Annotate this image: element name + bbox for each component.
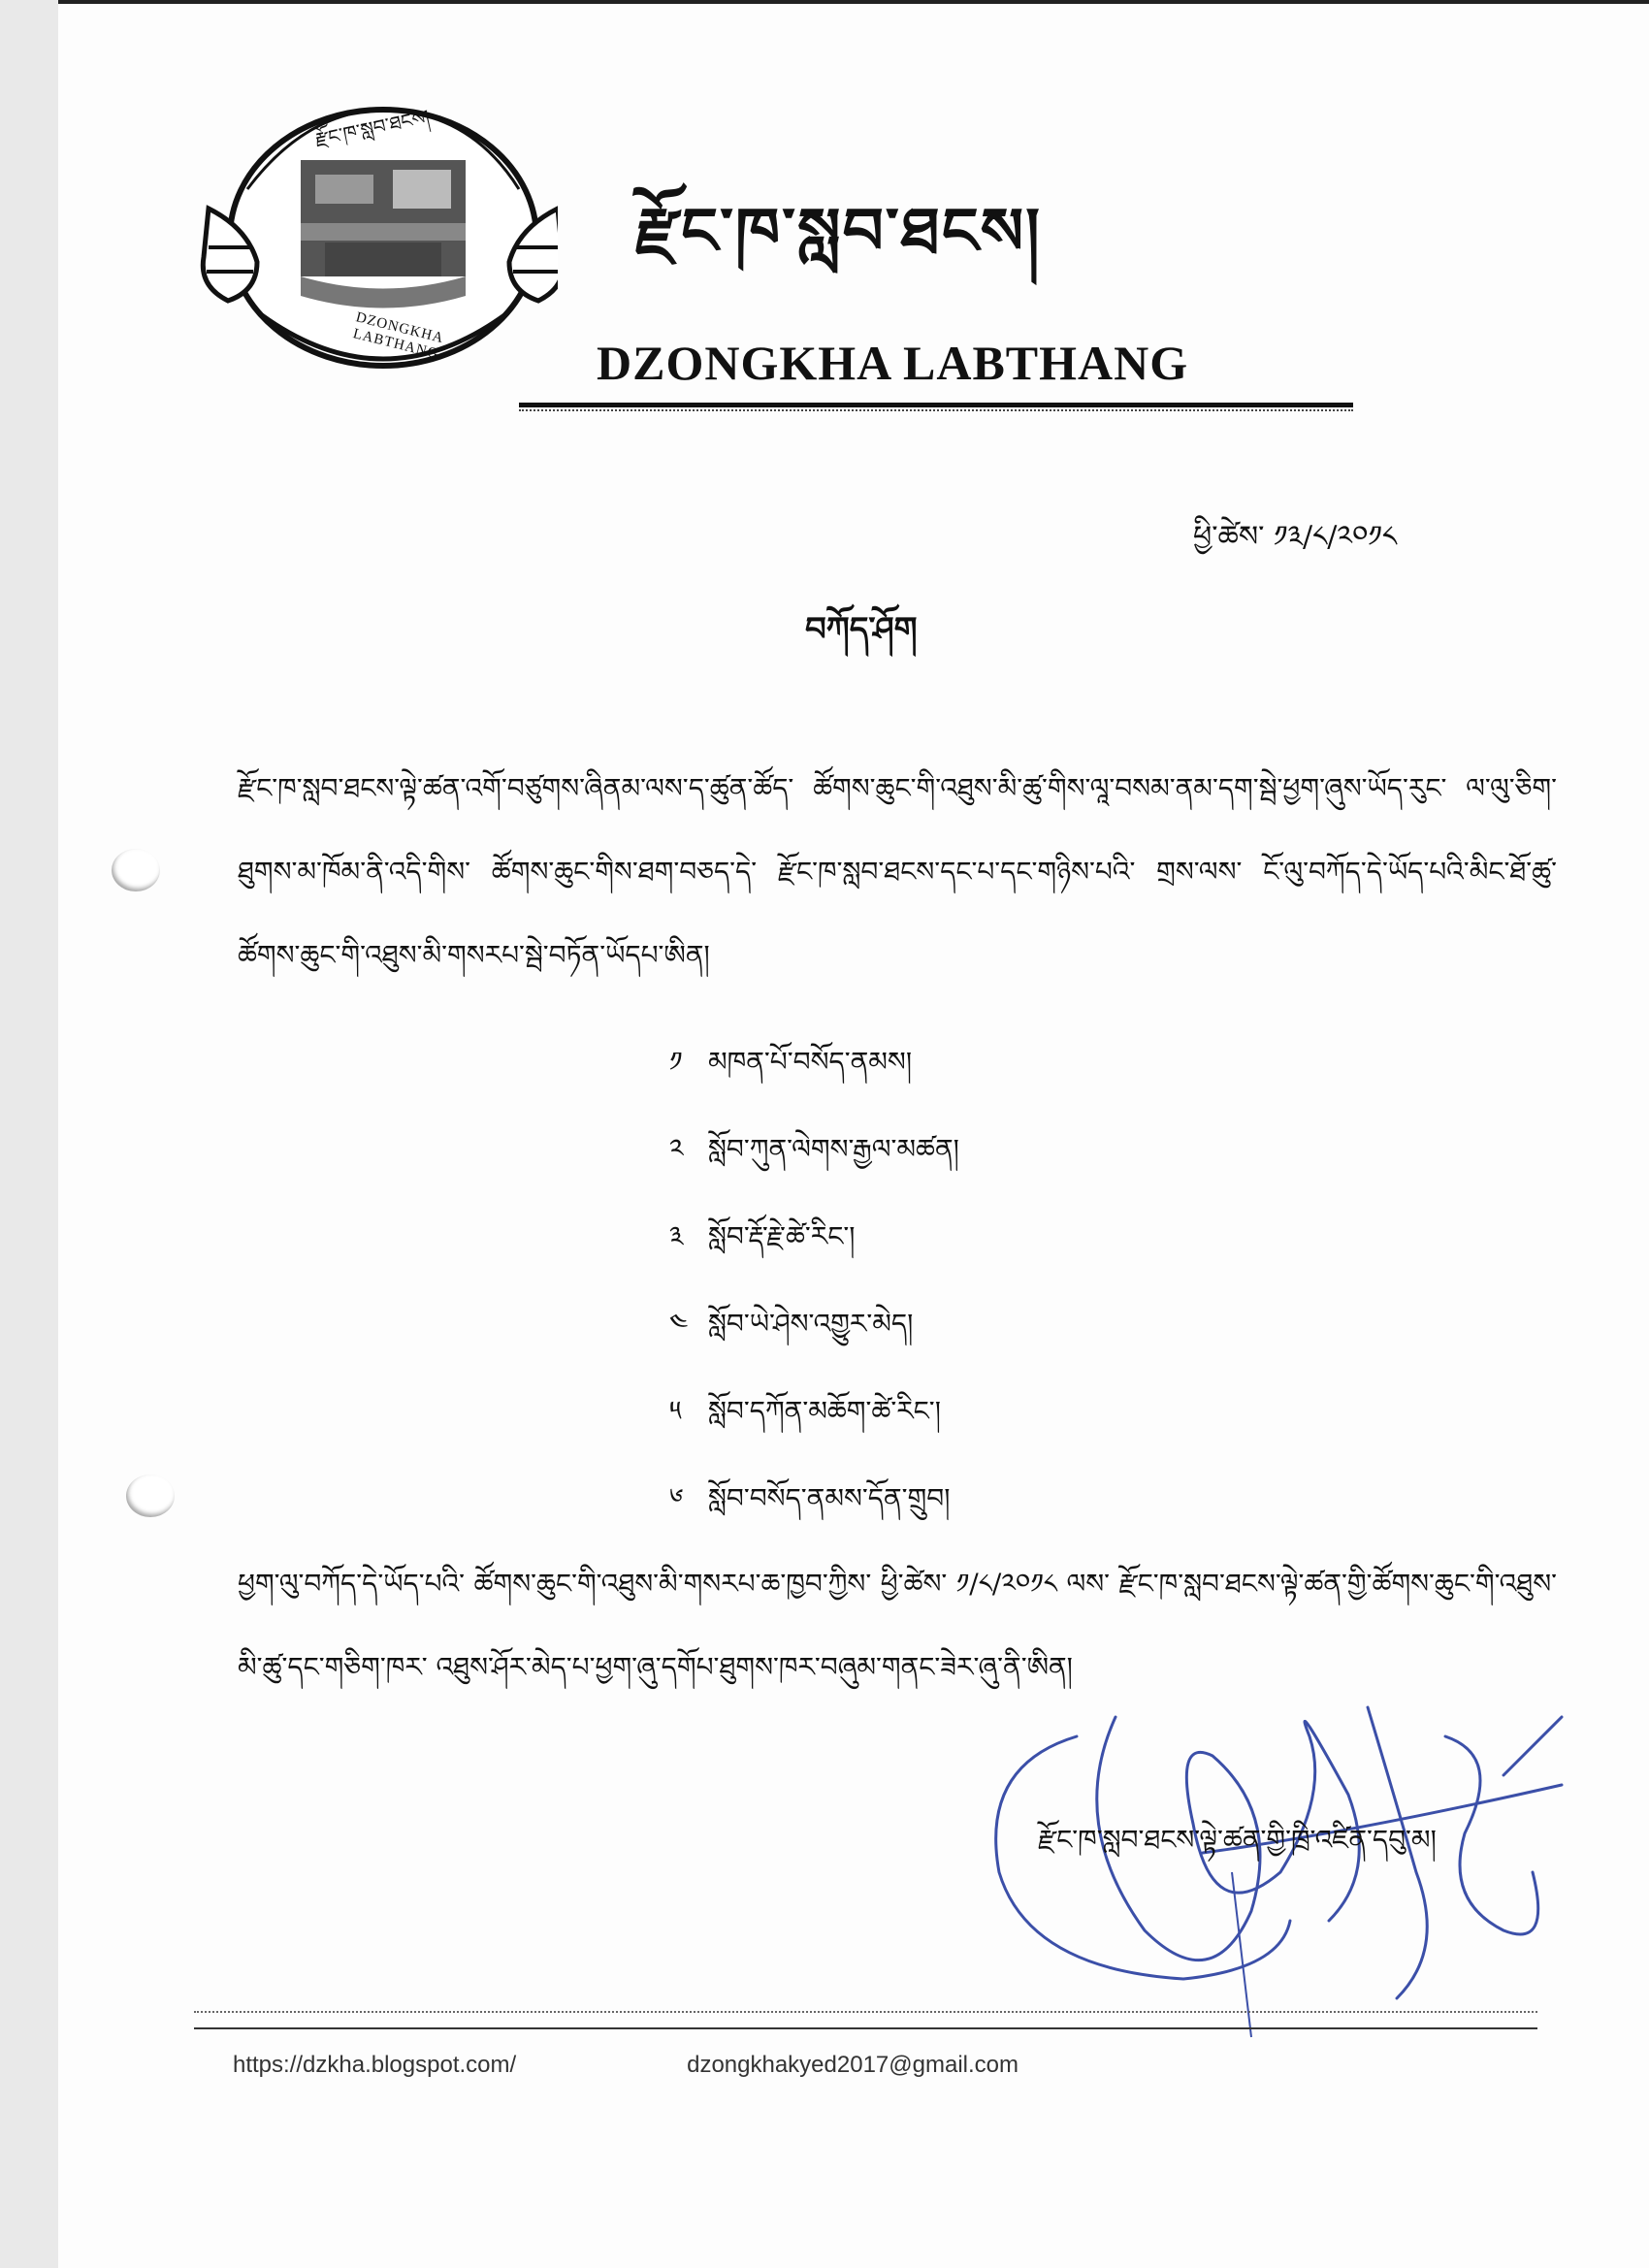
punch-hole-icon bbox=[112, 849, 160, 891]
logo-top-text: རྫོང་ཁ་སླབ་ཐངས། bbox=[312, 104, 432, 152]
list-text: མཁན་པོ་བསོད་ནམས། bbox=[708, 1046, 913, 1078]
list-text: སློབ་ཀུན་ལེགས་རྒྱལ་མཚན། bbox=[708, 1133, 959, 1165]
logo bbox=[189, 92, 558, 383]
list-text: སློབ་བསོད་ནམས་དོན་གྲུབ། bbox=[708, 1482, 951, 1514]
list-item bbox=[669, 1280, 959, 1368]
signatory-title: རྫོང་ཁ་སླབ་ཐངས་ལྟེ་ཚན་གྱི་ཁྲི་འཛིན་དབུ་མ། bbox=[1038, 1824, 1437, 1856]
list-text: སློབ་དཀོན་མཆོག་ཚེ་རིང་། bbox=[708, 1395, 941, 1427]
list-number: ༦ bbox=[669, 1482, 684, 1514]
list-text: སློབ་རྡོ་རྗེ་ཚེ་རིང་། bbox=[708, 1220, 856, 1252]
document-page bbox=[58, 0, 1649, 2268]
body-paragraph-1: རྫོང་ཁ་སླབ་ཐངས་ལྟེ་ཚན་འགོ་བཙུགས་ཞིནམ་ལས་ད་ཚུན་ཚོད་ ཚོགས་ཆུང་གི་འཐུས་མི་ཚུ་གིས་ལཱ་བསམ་ནམ་དག་སྦེ་ཕྱག་ཞུས་ཡོད་རུང་ ལ་ལུ་ཅིག་ཐུགས་མ་ཁོམ་ནི་འདི་གིས་ ཚོགས་ཆུང་གིས་ཐག་བཅད་དེ་ རྫོང་ཁ་སླབ་ཐངས་དང་པ་དང་གཉིས་པའི་ གྲས་ལས་ ངོ་ལུ་བཀོད་དེ་ཡོད་པའི་མིང་ཐོ་ཚུ་ ཚོགས་ཆུང་གི་འཐུས་མི་གསརཔ་སྦེ་བཏོན་ཡོདཔ་ཨིན། bbox=[238, 772, 1557, 971]
list-number: ༤ bbox=[669, 1308, 689, 1340]
body-paragraph-2: ཕྱག་ལུ་བཀོད་དེ་ཡོད་པའི་ ཚོགས་ཆུང་གི་འཐུས་མི་གསརཔ་ཆ་ཁྱབ་ཀྱིས་ ཕྱི་ཚེས་ ༡/༨/༢༠༡༨ ལས་ རྫོང་ཁ་སླབ་ཐངས་ལྟེ་ཚན་གྱི་ཚོགས་ཆུང་གི་འཐུས་མི་ཚུ་དང་གཅིག་ཁར་ འཐུས་ཤོར་མེད་པ་ཕྱག་ཞུ་དགོཔ་ཐུགས་ཁར་བཞུམ་གནང་ཟེར་ཞུ་ནི་ཨིན། bbox=[238, 1568, 1557, 1683]
list-number: ༢ bbox=[669, 1133, 684, 1165]
title-english: DZONGKHA LABTHANG bbox=[597, 336, 1189, 390]
footer-email[interactable]: dzongkhakyed2017@gmail.com bbox=[687, 2052, 1018, 2078]
logo-bottom-text: DZONGKHA LABTHANG bbox=[351, 309, 446, 363]
list-item bbox=[669, 1193, 959, 1280]
list-item bbox=[669, 1455, 959, 1542]
list-item bbox=[669, 1106, 959, 1193]
list-item bbox=[669, 1019, 959, 1106]
document-date: ཕྱི་ཚེས་ ༡༣/༨/༢༠༡༨ bbox=[1193, 520, 1398, 554]
title-underline bbox=[519, 403, 1353, 411]
top-border bbox=[58, 0, 1649, 4]
list-number: ༡ bbox=[669, 1046, 683, 1078]
list-item bbox=[669, 1368, 959, 1455]
punch-hole-icon bbox=[126, 1474, 175, 1517]
footer-divider bbox=[194, 2027, 1537, 2029]
footer-divider bbox=[194, 2011, 1537, 2013]
member-list bbox=[669, 1019, 959, 1542]
list-text: སློབ་ཡེ་ཤེས་འགྱུར་མེད། bbox=[708, 1308, 914, 1340]
title-tibetan: རྫོང་ཁ་སླབ་ཐངས། bbox=[635, 193, 1042, 269]
document-heading: བཀོད་ཤོག bbox=[805, 610, 918, 649]
footer-blog-link[interactable]: https://dzkha.blogspot.com/ bbox=[233, 2052, 517, 2078]
list-number: ༥ bbox=[669, 1395, 682, 1427]
list-number: ༣ bbox=[669, 1220, 684, 1252]
